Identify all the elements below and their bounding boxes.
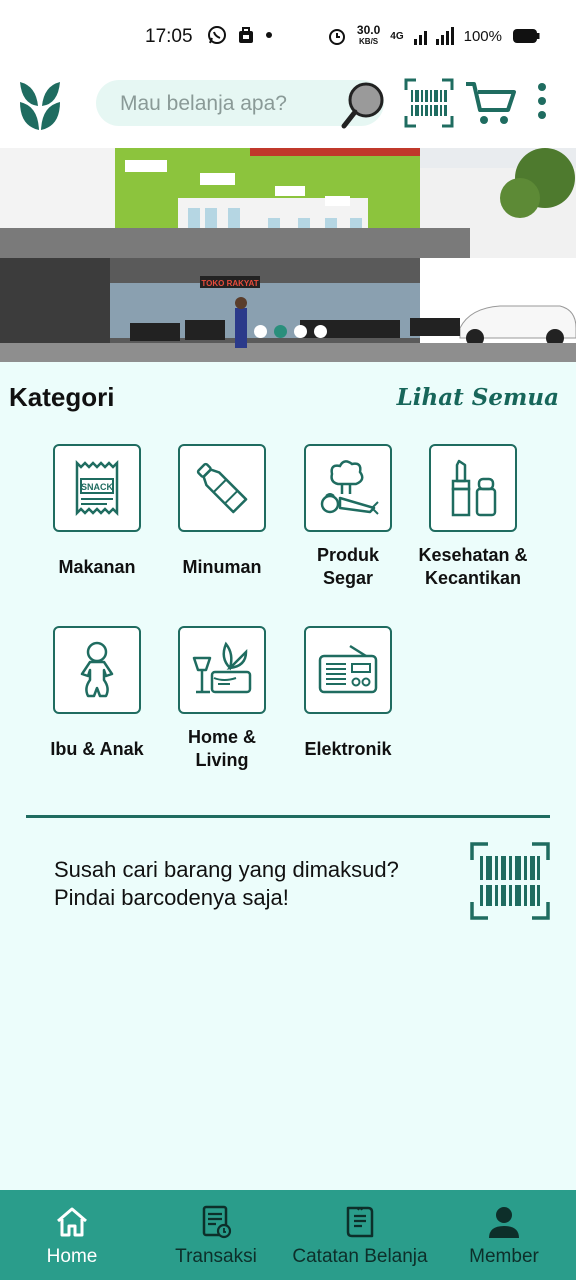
banner-carousel[interactable] bbox=[0, 148, 576, 362]
baby-icon bbox=[72, 640, 122, 700]
net-speed bbox=[357, 25, 380, 47]
snack-text: SNACK bbox=[80, 482, 114, 492]
nav-label: Member bbox=[469, 1246, 539, 1267]
scan-promo-line1: Susah cari barang yang dimaksud? bbox=[54, 857, 399, 882]
category-box[interactable] bbox=[304, 626, 392, 714]
category-minuman[interactable] bbox=[157, 444, 287, 579]
shopping-note-icon bbox=[342, 1204, 378, 1240]
carousel-dot-active[interactable] bbox=[274, 325, 287, 338]
logo-leaf-icon[interactable] bbox=[18, 76, 62, 132]
category-elektronik[interactable] bbox=[283, 626, 413, 761]
category-label: Ibu & Anak bbox=[50, 739, 144, 759]
network-type: 4G bbox=[390, 30, 404, 42]
category-label: Produk Segar bbox=[316, 545, 379, 588]
category-box[interactable] bbox=[178, 626, 266, 714]
dot-icon bbox=[265, 31, 273, 39]
more-vert-icon[interactable] bbox=[532, 82, 552, 122]
status-time: 17:05 bbox=[145, 26, 193, 47]
category-ibu-anak[interactable] bbox=[32, 626, 162, 761]
net-speed-unit: KB/S bbox=[359, 37, 379, 46]
bag-icon bbox=[237, 25, 255, 45]
carousel-indicator bbox=[254, 325, 327, 338]
search-input[interactable] bbox=[96, 80, 384, 126]
carousel-dot[interactable] bbox=[254, 325, 267, 338]
carousel-dot[interactable] bbox=[294, 325, 307, 338]
nav-label: Transaksi bbox=[175, 1246, 257, 1267]
see-all-link[interactable]: Lihat Semua bbox=[396, 384, 559, 411]
barcode-icon[interactable] bbox=[470, 842, 550, 920]
barcode-scan-button[interactable] bbox=[404, 78, 454, 128]
person-icon bbox=[486, 1204, 522, 1240]
category-box[interactable] bbox=[178, 444, 266, 532]
category-kesehatan-kecantikan[interactable] bbox=[408, 444, 538, 590]
battery-percent: 100% bbox=[463, 27, 502, 45]
net-speed-value: 30.0 bbox=[356, 23, 381, 37]
category-box[interactable] bbox=[304, 444, 392, 532]
nav-catatan-belanja[interactable] bbox=[288, 1190, 432, 1280]
battery-icon bbox=[512, 28, 540, 44]
category-home-living[interactable] bbox=[157, 626, 287, 772]
nav-transaksi[interactable] bbox=[144, 1190, 288, 1280]
category-box[interactable] bbox=[53, 626, 141, 714]
cart-icon[interactable] bbox=[464, 80, 518, 126]
snack-icon bbox=[67, 457, 127, 519]
home-living-icon bbox=[190, 638, 254, 702]
vegetables-icon bbox=[316, 456, 380, 520]
kategori-title: Kategori bbox=[9, 382, 115, 412]
category-makanan[interactable] bbox=[32, 444, 162, 579]
receipt-icon bbox=[198, 1204, 234, 1240]
search-placeholder: Mau belanja apa? bbox=[120, 92, 287, 115]
category-label: Makanan bbox=[58, 557, 136, 577]
bottom-nav bbox=[0, 1190, 576, 1280]
home-icon bbox=[54, 1204, 90, 1240]
category-label: Elektronik bbox=[304, 739, 392, 759]
nav-home[interactable] bbox=[0, 1190, 144, 1280]
category-label: Minuman bbox=[182, 557, 262, 577]
app-header bbox=[0, 72, 576, 148]
bottle-icon bbox=[191, 457, 253, 519]
status-bar bbox=[0, 0, 576, 72]
scan-promo-line2: Pindai barcodenya saja! bbox=[54, 885, 289, 910]
cosmetics-icon bbox=[443, 457, 503, 519]
nav-label: Home bbox=[46, 1246, 98, 1267]
category-box[interactable] bbox=[429, 444, 517, 532]
nav-member[interactable] bbox=[432, 1190, 576, 1280]
section-divider bbox=[26, 815, 550, 818]
store-sign: TOKO RAKYAT bbox=[201, 279, 259, 288]
category-label: Kesehatan & Kecantikan bbox=[418, 545, 528, 588]
category-produk-segar[interactable] bbox=[283, 444, 413, 590]
alarm-icon bbox=[327, 26, 347, 46]
category-box[interactable] bbox=[53, 444, 141, 532]
search-icon[interactable] bbox=[340, 80, 386, 130]
category-label: Home & Living bbox=[187, 727, 256, 770]
nav-label: Catatan Belanja bbox=[292, 1246, 428, 1267]
whatsapp-icon bbox=[207, 25, 227, 45]
scan-promo-text bbox=[54, 856, 399, 912]
carousel-dot[interactable] bbox=[314, 325, 327, 338]
radio-icon bbox=[316, 642, 380, 698]
signal-icon bbox=[414, 27, 454, 45]
